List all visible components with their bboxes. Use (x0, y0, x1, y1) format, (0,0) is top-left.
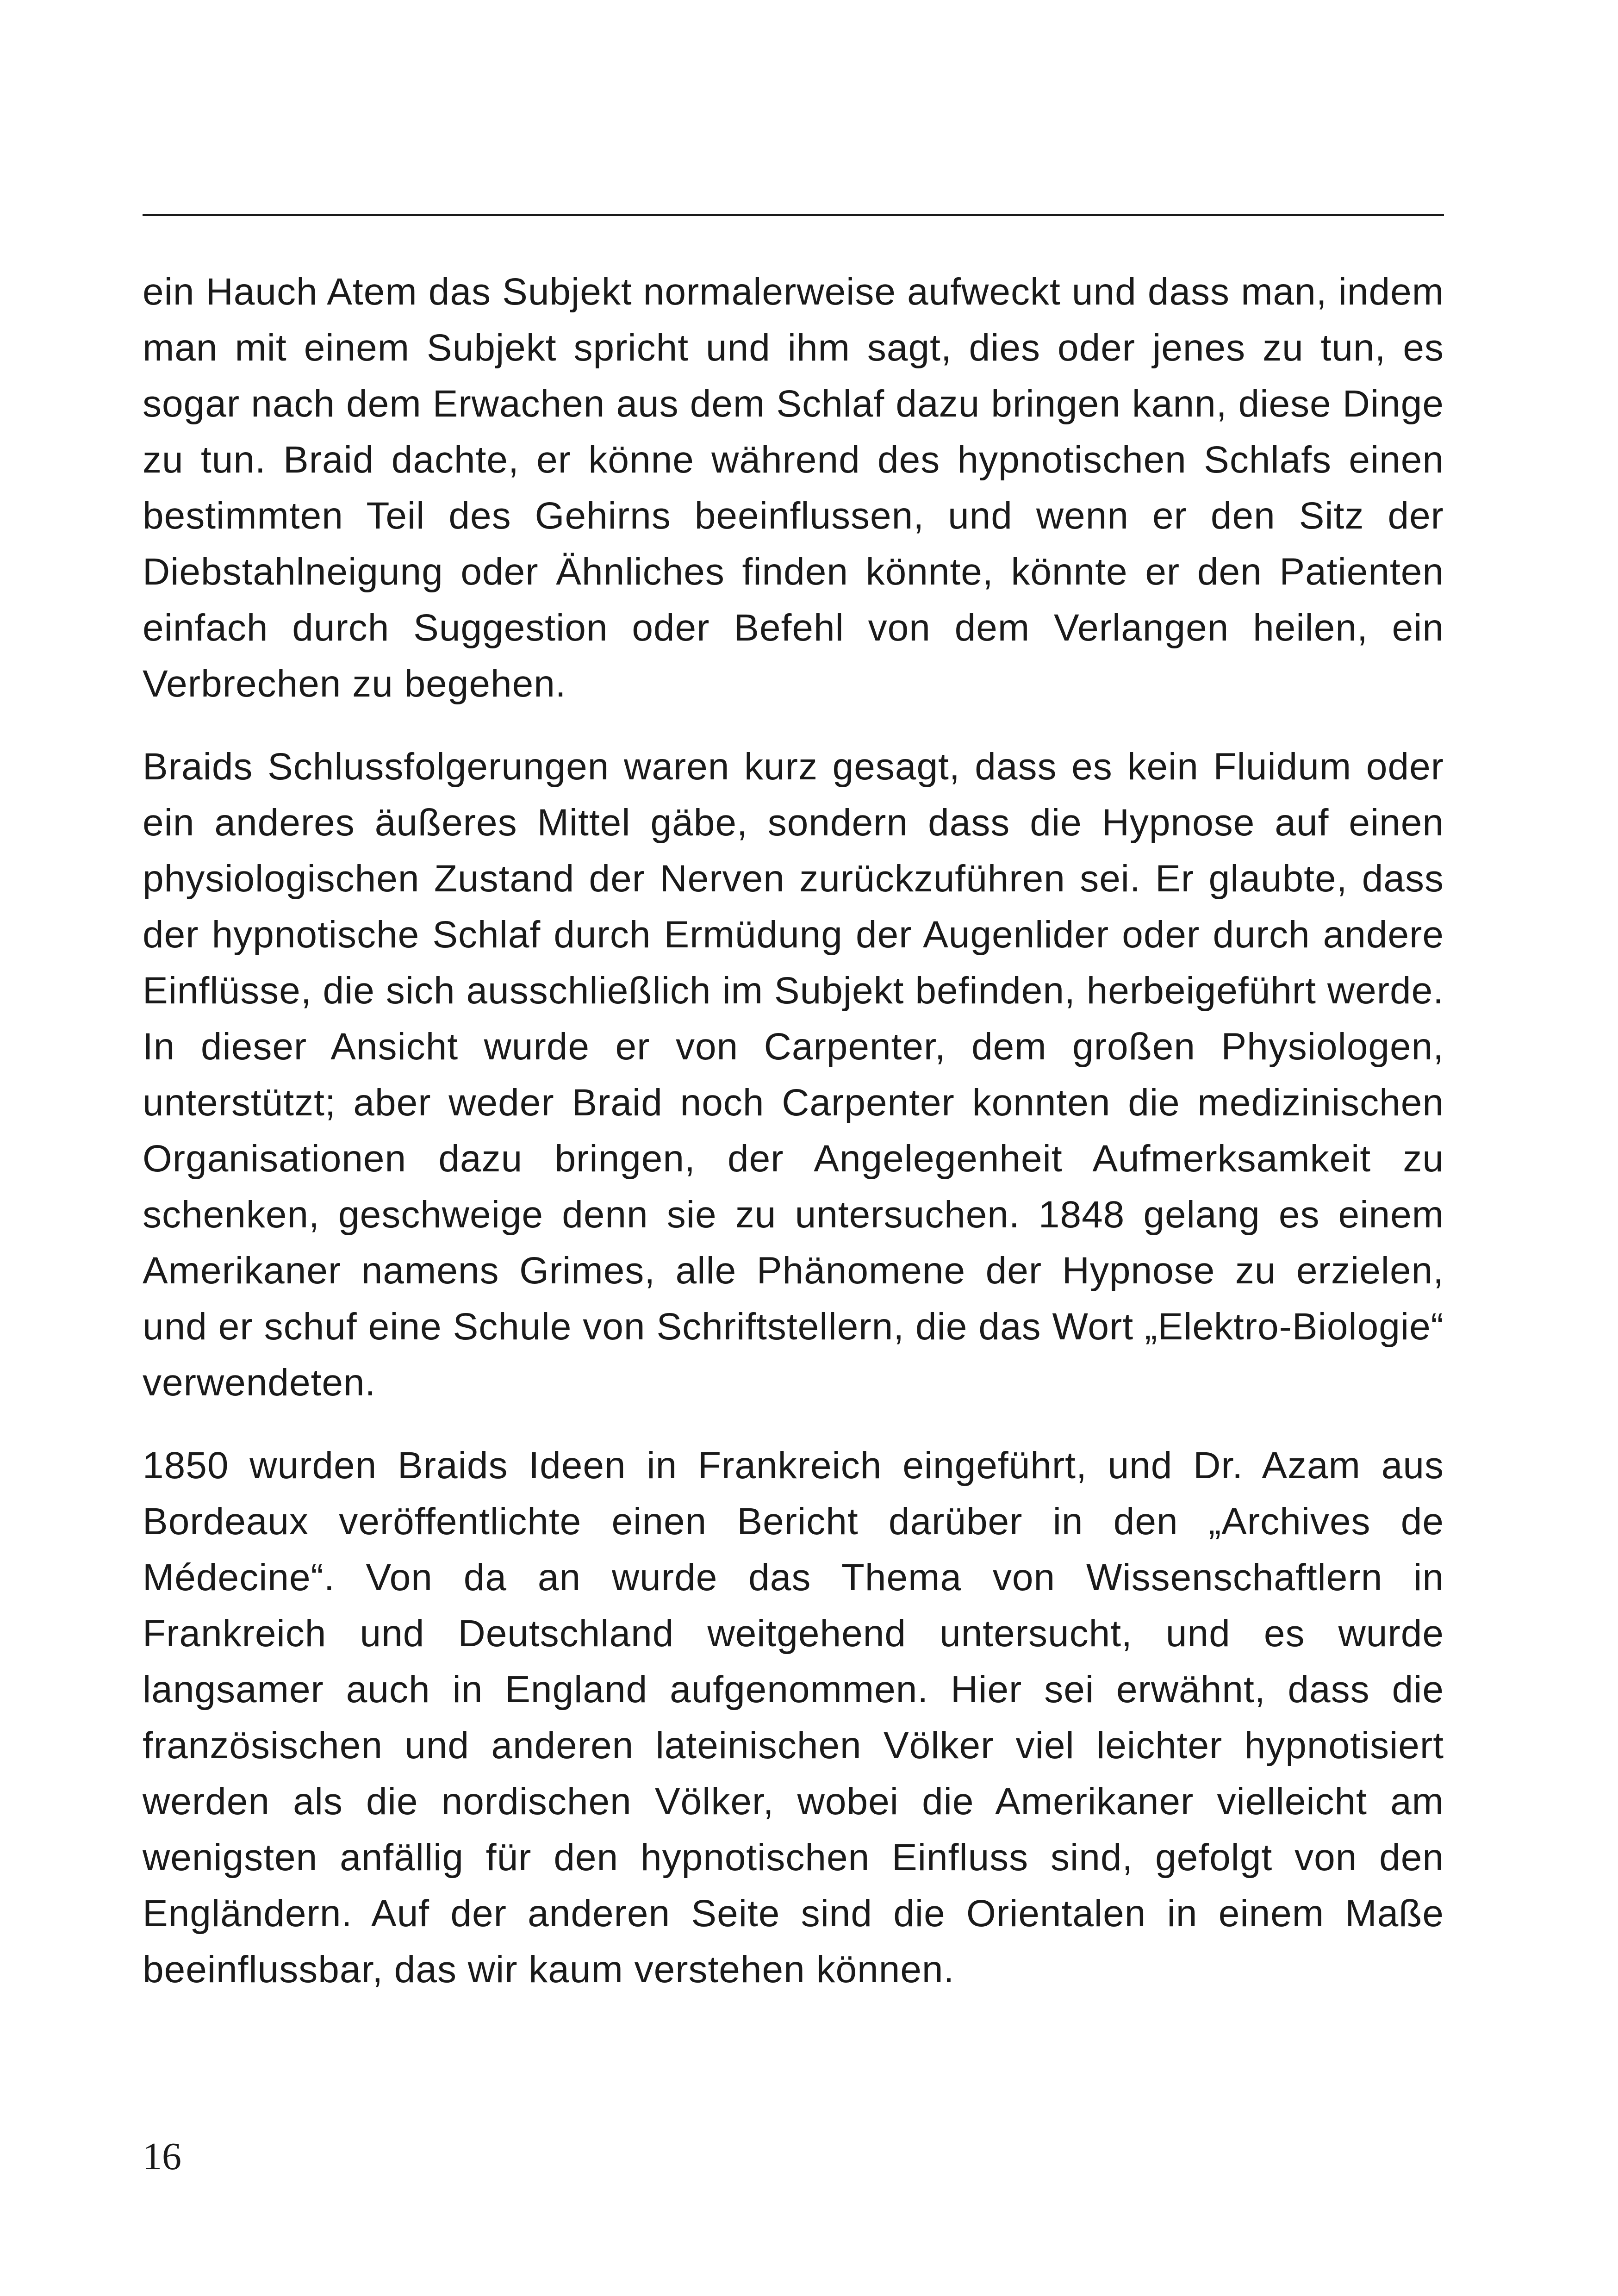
paragraph-2: Braids Schlussfolgerungen waren kurz gesagt, dass es kein Fluidum oder ein anderes äußeres Mittel gäbe, sondern dass die Hypnose auf einen physiologischen Zustand der Nerven zurückzuführen sei. Er glaubte, dass der hypnotische Schlaf durch Ermüdung der Augenlider oder durch andere Einflüsse, die sich ausschließlich im Subjekt befinden, herbeigeführt werde. In dieser Ansicht wurde er von Carpenter, dem großen Physiologen, unterstützt; aber weder Braid noch Carpenter konnten die medizinischen Organisationen dazu bringen, der Angelegenheit Aufmerksamkeit zu schenken, geschweige denn sie zu untersuchen. 1848 gelang es einem Amerikaner namens Grimes, alle Phänomene der Hypnose zu erzielen, und er schuf eine Schule von Schriftstellern, die das Wort „Elektro-Biologie“ verwendeten. (143, 746, 1444, 1404)
header-rule (143, 214, 1444, 216)
page-number: 16 (143, 2135, 181, 2178)
paragraph-1: ein Hauch Atem das Subjekt normalerweise aufweckt und dass man, indem man mit einem Subjekt spricht und ihm sagt, dies oder jenes zu tun, es sogar nach dem Erwachen aus dem Schlaf dazu bringen kann, diese Dinge zu tun. Braid dachte, er könne während des hypnotischen Schlafs einen bestimmten Teil des Gehirns beeinflussen, und wenn er den Sitz der Diebstahlneigung oder Ähnliches finden könnte, könnte er den Patienten einfach durch Suggestion oder Befehl von dem Verlangen heilen, ein Verbrechen zu begehen. (143, 271, 1444, 705)
paragraph-3: 1850 wurden Braids Ideen in Frankreich eingeführt, und Dr. Azam aus Bordeaux veröffentlichte einen Bericht darüber in den „Archives de Médecine“. Von da an wurde das Thema von Wissenschaftlern in Frankreich und Deutschland weitgehend untersucht, und es wurde langsamer auch in England aufgenommen. Hier sei erwähnt, dass die französischen und anderen lateinischen Völker viel leichter hypnotisiert werden als die nordischen Völker, wobei die Amerikaner vielleicht am wenigsten anfällig für den hypnotischen Einfluss sind, gefolgt von den Engländern. Auf der anderen Seite sind die Orientalen in einem Maße beeinflussbar, das wir kaum verstehen können. (143, 1444, 1444, 1991)
body-text (143, 264, 1444, 2024)
